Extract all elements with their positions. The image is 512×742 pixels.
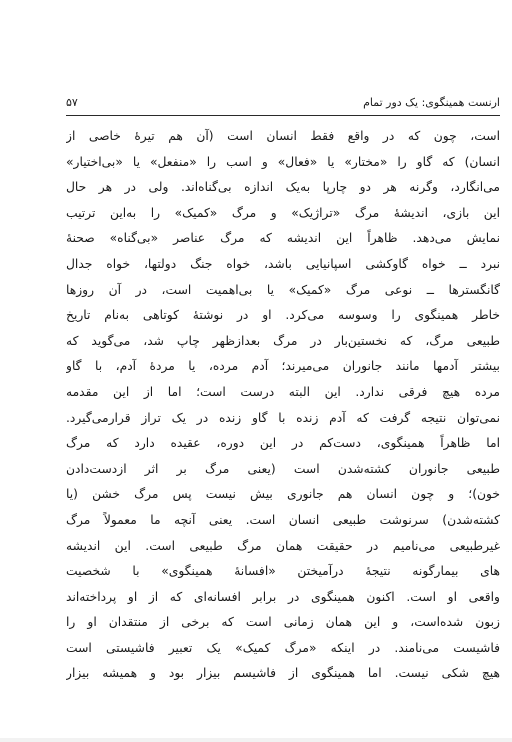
- text-line: فاشیست می‌نامند. در اینکه «مرگ کمیک» یک تعبیر فاشیستی است: [66, 640, 500, 655]
- text-line: اما ظاهراً همینگوی، دست‌کم در این دوره، عقیده دارد که مرگ: [66, 436, 500, 451]
- text-line: خاطر همینگوی را وسوسه می‌کرد. او در نوشتهٔ کوتاهی به‌نام تاریخ: [66, 308, 500, 323]
- text-line: نمایش می‌دهد. ظاهراً این اندیشه که مرگ عناصر «بی‌گناه» صحنهٔ: [66, 231, 500, 246]
- text-line: این بازی، اندیشهٔ مرگ «تراژیک» و مرگ «کمیک» را به‌این ترتیب: [66, 205, 500, 220]
- text-line: نبرد ــ خواه گاوکشی اسپانیایی باشد، خواه جنگ دولتها، خواه جدال: [66, 256, 500, 271]
- body-text: [66, 124, 500, 687]
- text-line: مرده هیچ فرقی ندارد. این البته درست است؛ اما از این مقدمه: [66, 384, 500, 399]
- text-line: طبیعی مرگ، که نخستین‌بار در مرگ بعدازظهر چاپ شد، می‌گوید که: [66, 333, 500, 348]
- text-line: گانگسترها ــ نوعی مرگ «کمیک» یا بی‌اهمیت است، در آن روزها: [66, 282, 500, 297]
- text-line: بیشتر آدمها مانند جانوران می‌میرند؛ آدم مرده، یا مردهٔ آدم، با گاو: [66, 359, 500, 374]
- text-line: زبون شده‌است، و این همان زمانی است که برخی از منتقدان او را: [66, 615, 500, 630]
- header-rule: [66, 115, 500, 116]
- running-header: [66, 94, 500, 112]
- text-line: واقعی او است. اکنون همینگوی در برابر افسانه‌ای که از او پرداخته‌اند: [66, 589, 500, 604]
- text-line: غیرطبیعی می‌نامیم در حقیقت همان مرگ طبیعی است. این اندیشه‌: [66, 538, 500, 553]
- text-line: است، چون که در واقع فقط انسان است (آن هم تیرهٔ خاصی از: [66, 129, 500, 143]
- text-line: های بیمارگونه نتیجهٔ درآمیختن «افسانهٔ همینگوی» با شخصیت: [66, 564, 500, 579]
- text-line: کشته‌شدن) سرنوشت طبیعی انسان است. یعنی آنچه ما معمولاً مرگ: [66, 512, 500, 527]
- text-line: نمی‌توان نتیجه گرفت که آدم زنده با گاو زنده در یک تراز قرارمی‌گیرد.: [66, 410, 500, 425]
- page-bottom-edge: [0, 738, 512, 742]
- running-header-title: ارنست همینگوی: یک دور تمام: [363, 96, 500, 109]
- text-line: انسان) که گاو را «مختار» یا «فعال» و اسب را «منفعل» یا «بی‌اختیار»: [66, 154, 500, 169]
- text-line: خون)؛ و چون انسان هم جانوری بیش نیست پس مرگ خشن (یا: [66, 487, 500, 502]
- text-line: طبیعی جانوران کشته‌شدن است (یعنی مرگ بر اثر ازدست‌دادن: [66, 461, 500, 476]
- text-line: می‌انگارد، وگرنه هر دو چارپا به‌یک اندازه بی‌گناه‌اند. ولی در هر حال: [66, 180, 500, 195]
- page-number: ۵۷: [66, 96, 78, 109]
- text-line: هیچ شکی نیست. اما همینگوی از فاشیسم بیزار بود و همیشه بیزار: [66, 666, 500, 681]
